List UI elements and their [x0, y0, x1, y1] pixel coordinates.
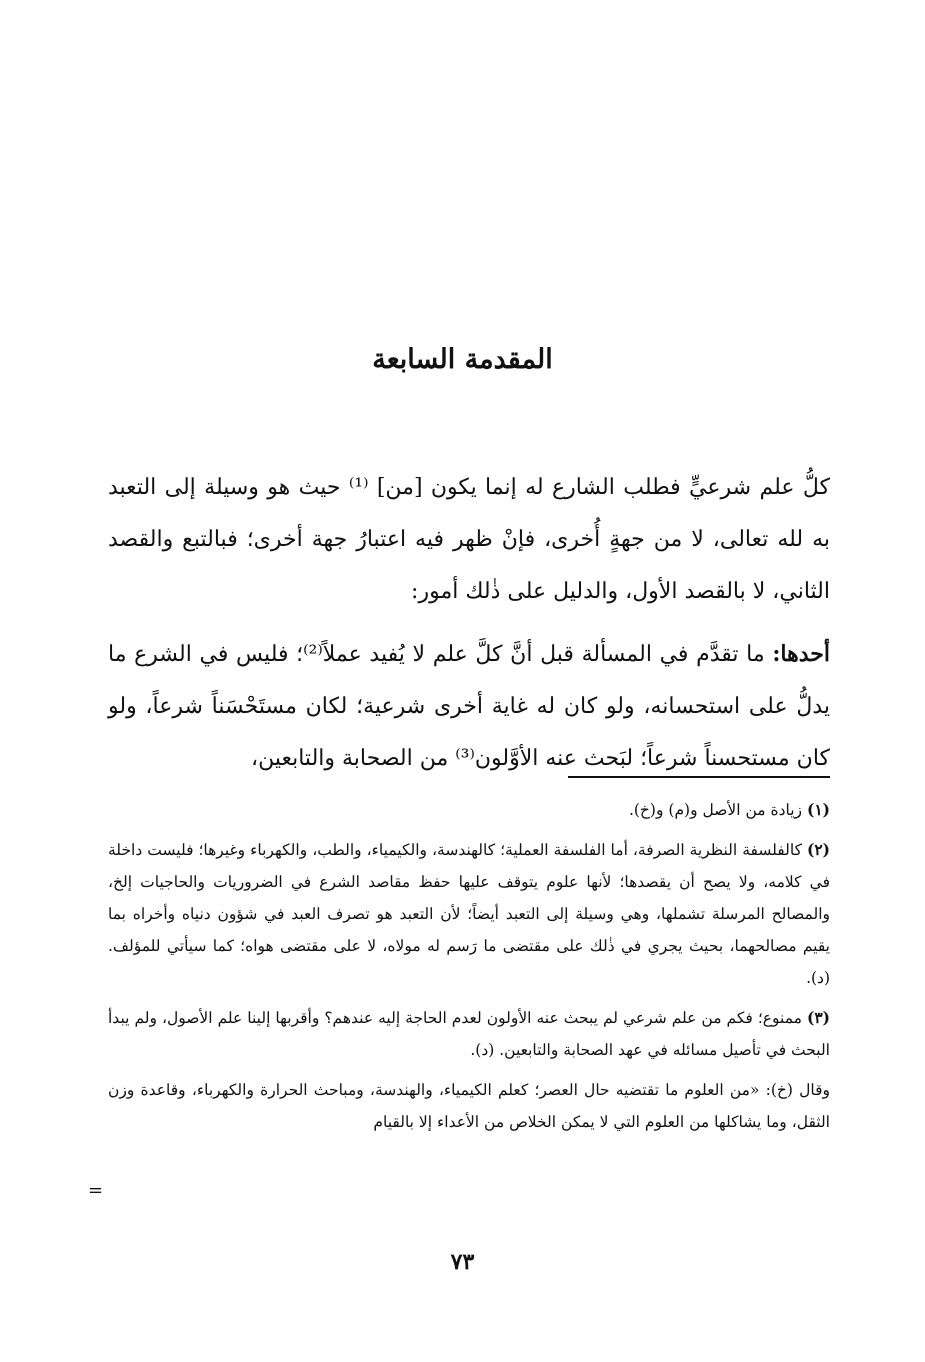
page-title: المقدمة السابعة: [372, 344, 553, 375]
footnote: [108, 794, 830, 826]
footnote-divider: [568, 776, 830, 778]
footnotes: [108, 794, 830, 1138]
paragraph-body: ما تقدَّم في المسألة قبل أنَّ كلَّ علم لا يُفيد عملاً⁽²⁾؛ فليس في الشرع ما يدلُّ على استحسانه، ولو كان له غاية أخرى شرعية؛ لكان مستَحْسَناً شرعاً، ولو كان مستحسناً شرعاً؛ لبَحث عنه الأوَّلون⁽³⁾ من الصحابة والتابعين،: [108, 642, 830, 771]
continuation-mark: =: [88, 1180, 104, 1201]
footnote-text: وقال (خ): «من العلوم ما تقتضيه حال العصر؛ كعلم الكيمياء، والهندسة، ومباحث الحرارة والكهرباء، وقاعدة وزن الثقل، وما يشاكلها من العلوم التي لا يمكن الخلاص من الأعداء إلا بالقيام: [108, 1081, 830, 1131]
footnote-text: ممنوع؛ فكم من علم شرعي لم يبحث عنه الأولون لعدم الحاجة إليه عندهم؟ وأقربها إلينا علم الأصول، ولم يبدأ البحث في تأصيل مسائله في عهد الصحابة والتابعين. (د).: [108, 1009, 830, 1059]
footnote-number: (٣): [806, 1008, 830, 1027]
footnote-number: (١): [806, 800, 830, 819]
main-text: [108, 462, 830, 785]
footnote-text: زيادة من الأصل و(م) و(خ).: [628, 801, 803, 819]
paragraph: [108, 628, 830, 785]
paragraph-lead: أحدها:: [772, 641, 830, 667]
footnote-number: (٢): [806, 840, 830, 859]
footnote-text: كالفلسفة النظرية الصرفة، أما الفلسفة العملية؛ كالهندسة، والكيمياء، والطب، والكهرباء وغيرها؛ فليست داخلة في كلامه، ولا يصح أن يقصدها؛ لأنها علوم يتوقف عليها حفظ مقاصد الشرع في الضروريات والحاجيات إلخ، والمصالح المرسلة تشملها، وهي وسيلة إلى التعبد أيضاً؛ لأن التعبد هو تصرف العبد في شؤون دنياه وأخراه بما يقيم مصالحهما، بحيث يجري في ذٰلك على مقتضى ما رَسم له مولاه، لا على مقتضى هواه؛ كما سيأتي للمؤلف. (د).: [108, 841, 830, 987]
page-number: ٧٣: [450, 1249, 475, 1275]
footnote: [108, 1002, 830, 1066]
paragraph: كلُّ علم شرعيٍّ فطلب الشارع له إنما يكون [من] ⁽¹⁾ حيث هو وسيلة إلى التعبد به لله تعالى، لا من جهةٍ أُخرى، فإنْ ظهر فيه اعتبارُ جهة أخرى؛ فبالتبع والقصد الثاني، لا بالقصد الأول، والدليل على ذٰلك أمور:: [108, 475, 830, 604]
footnote-continued: [108, 1074, 830, 1138]
footnote: [108, 834, 830, 994]
